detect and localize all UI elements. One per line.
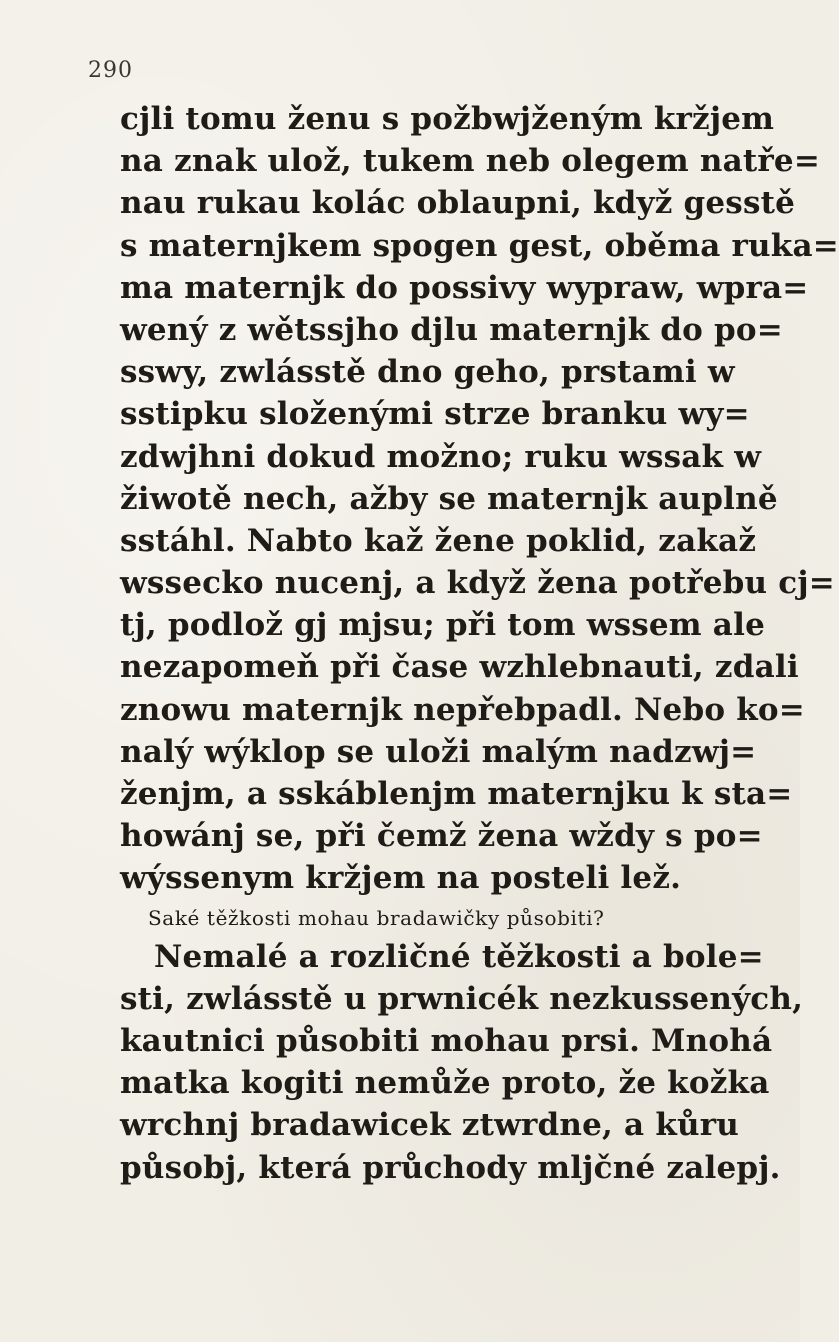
text-line: sswy, zwlásstě dno geho, prstami w bbox=[120, 354, 735, 391]
text-line: nezapomeň při čase wzhlebnauti, zdali bbox=[120, 649, 799, 686]
text-line: howánj se, při čemž žena wždy s po= bbox=[120, 818, 763, 855]
text-line: zdwjhni dokud možno; ruku wssak w bbox=[120, 438, 762, 475]
text-line: s maternjkem spogen gest, oběma ruka= bbox=[120, 227, 839, 264]
page-number: 290 bbox=[88, 58, 133, 83]
section-question: Saké těžkosti mohau bradawičky působiti? bbox=[148, 905, 605, 930]
text-line: žiwotě nech, ažby se maternjk auplně bbox=[120, 480, 778, 517]
text-line: cjli tomu ženu s požbwjženým kržjem bbox=[120, 101, 775, 137]
text-line: sti, zwlásstě u prwnicék nezkussených, bbox=[120, 980, 804, 1017]
text-line: matka kogiti nemůže proto, že kožka bbox=[120, 1065, 770, 1102]
text-line: sstáhl. Nabto kaž žene poklid, zakaž bbox=[120, 522, 757, 559]
text-line: tj, podlož gj mjsu; při tom wssem ale bbox=[120, 607, 765, 644]
text-line: wssecko nucenj, a když žena potřebu cj= bbox=[120, 565, 835, 602]
text-line: sstipku složenými strze branku wy= bbox=[120, 396, 750, 433]
text-line: wrchnj bradawicek ztwrdne, a kůru bbox=[120, 1107, 740, 1144]
text-line: nau rukau kolác oblaupni, když gesstě bbox=[120, 185, 796, 222]
text-line: Nemalé a rozličné těžkosti a bole= bbox=[154, 938, 764, 975]
body-text bbox=[120, 98, 839, 1189]
text-line: nalý wýklop se uloži malým nadzwj= bbox=[120, 733, 757, 770]
text-line: působj, která průchody mljčné zalepj. bbox=[120, 1149, 781, 1186]
text-line: na znak ulož, tukem neb olegem natře= bbox=[120, 143, 821, 180]
text-line: kautnici působiti mohau prsi. Mnohá bbox=[120, 1022, 773, 1059]
text-line: znowu maternjk nepřebpadl. Nebo ko= bbox=[120, 691, 805, 728]
text-line: ženjm, a sskáblenjm maternjku k sta= bbox=[120, 776, 793, 812]
text-line: wýssenym kržjem na posteli lež. bbox=[120, 860, 682, 897]
text-line: ma maternjk do possivy wypraw, wpra= bbox=[120, 269, 809, 306]
text-line: wený z wětssjho djlu maternjk do po= bbox=[120, 311, 783, 348]
